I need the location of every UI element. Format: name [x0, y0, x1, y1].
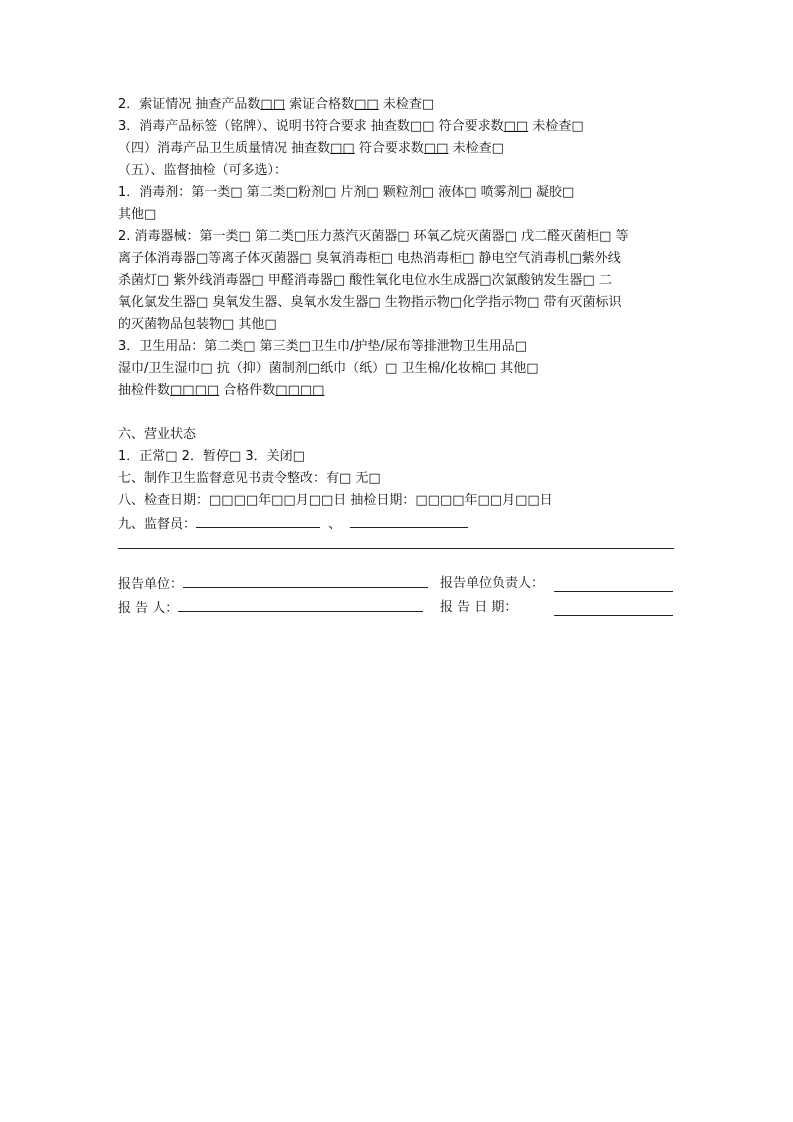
form-text: 1．正常□ 2．暂停□ 3．关闭□ [118, 449, 305, 464]
report-row-2 [118, 596, 674, 620]
form-line [118, 116, 674, 138]
form-text: 3．卫生用品：第二类□ 第三类□卫生巾/护垫/尿布等排泄物卫生用品□ [118, 339, 528, 354]
form-text: 1．消毒剂：第一类□ 第二类□粉剂□ 片剂□ 颗粒剂□ 液体□ 喷雾剂□ 凝胶□ [118, 185, 575, 200]
divider-line [118, 548, 674, 549]
report-head-field[interactable] [554, 576, 673, 592]
report-unit-label: 报告单位： [118, 577, 184, 592]
form-text: （五）、监督抽检（可多选）： [118, 163, 288, 178]
form-text: 的灭菌物品包装物□ 其他□ [118, 317, 277, 332]
form-text: 索证合格数 [284, 97, 355, 112]
form-text: 九、监督员： [118, 517, 197, 532]
form-text: 2. 消毒器械：第一类□ 第二类□压力蒸汽灭菌器□ 环氧乙烷灭菌器□ 戊二醛灭菌柜□ 等 [118, 229, 629, 244]
form-text: 氧化氯发生器□ 臭氧发生器、臭氧水发生器□ 生物指示物□化学指示物□ 带有灭菌标识 [118, 295, 622, 310]
form-text: 六、营业状态 [118, 427, 197, 442]
form-line [118, 490, 674, 512]
form-text: 八、检查日期：□□□□年□□月□□日 抽检日期：□□□□年□□月□□日 [118, 493, 553, 508]
supervisor-separator: 、 [320, 517, 350, 532]
underlined-count-field: □□□□ [170, 383, 220, 398]
report-date-label: 报 告 日 期： [440, 600, 518, 615]
report-head-label: 报告单位负责人： [440, 576, 545, 591]
report-person-field[interactable] [178, 596, 423, 612]
form-line [118, 182, 674, 204]
form-line [118, 380, 674, 402]
report-section [118, 572, 674, 620]
form-text: 3．消毒产品标签（铭牌）、说明书符合要求 抽查数□□ 符合要求数 [118, 119, 504, 134]
form-text: 未检查□ [448, 141, 504, 156]
form-text: 其他□ [118, 207, 157, 222]
form-text: 未检查□ [378, 97, 435, 112]
form-line [118, 270, 674, 292]
form-line [118, 358, 674, 380]
form-line [118, 226, 674, 248]
report-row-1 [118, 572, 674, 596]
form-text: 抽检件数 [118, 383, 171, 398]
form-line [118, 336, 674, 358]
form-text: 湿巾/卫生湿巾□ 抗（抑）菌制剂□纸巾（纸）□ 卫生棉/化妆棉□ 其他□ [118, 361, 539, 376]
underlined-count-field: □□ [354, 97, 379, 112]
report-person-label: 报 告 人： [118, 601, 179, 616]
form-line [118, 314, 674, 336]
form-text: 七、制作卫生监督意见书责令整改：有□ 无□ [118, 471, 381, 486]
form-line [118, 424, 674, 446]
form-line [118, 468, 674, 490]
form-text: 合格件数 [219, 383, 276, 398]
supervisor-2-field[interactable] [350, 512, 468, 528]
form-body [118, 94, 674, 534]
form-line [118, 94, 674, 116]
underlined-count-field: □□ [503, 119, 529, 134]
report-date-field[interactable] [554, 600, 673, 616]
form-text: 离子体消毒器□等离子体灭菌器□ 臭氧消毒柜□ 电热消毒柜□ 静电空气消毒机□紫外线 [118, 251, 621, 266]
form-text: 杀菌灯□ 紫外线消毒器□ 甲醛消毒器□ 酸性氧化电位水生成器□次氯酸钠发生器□ 二 [118, 273, 612, 288]
form-text: 2．索证情况 抽查产品数 [118, 97, 261, 112]
supervisor-1-field[interactable] [196, 512, 320, 528]
form-line [118, 512, 674, 534]
form-line [118, 204, 674, 226]
underlined-count-field: □□ [330, 141, 355, 156]
report-unit-field[interactable] [183, 572, 428, 588]
form-line [118, 160, 674, 182]
underlined-count-field: □□ [423, 141, 449, 156]
form-text: 未检查□ [528, 119, 584, 134]
form-line [118, 402, 674, 424]
underlined-count-field: □□□□ [275, 383, 325, 398]
form-line [118, 292, 674, 314]
form-line [118, 446, 674, 468]
form-text: 符合要求数 [354, 141, 424, 156]
form-line [118, 248, 674, 270]
form-text: （四）消毒产品卫生质量情况 抽查数 [118, 141, 331, 156]
underlined-count-field: □□ [260, 97, 285, 112]
form-line [118, 138, 674, 160]
